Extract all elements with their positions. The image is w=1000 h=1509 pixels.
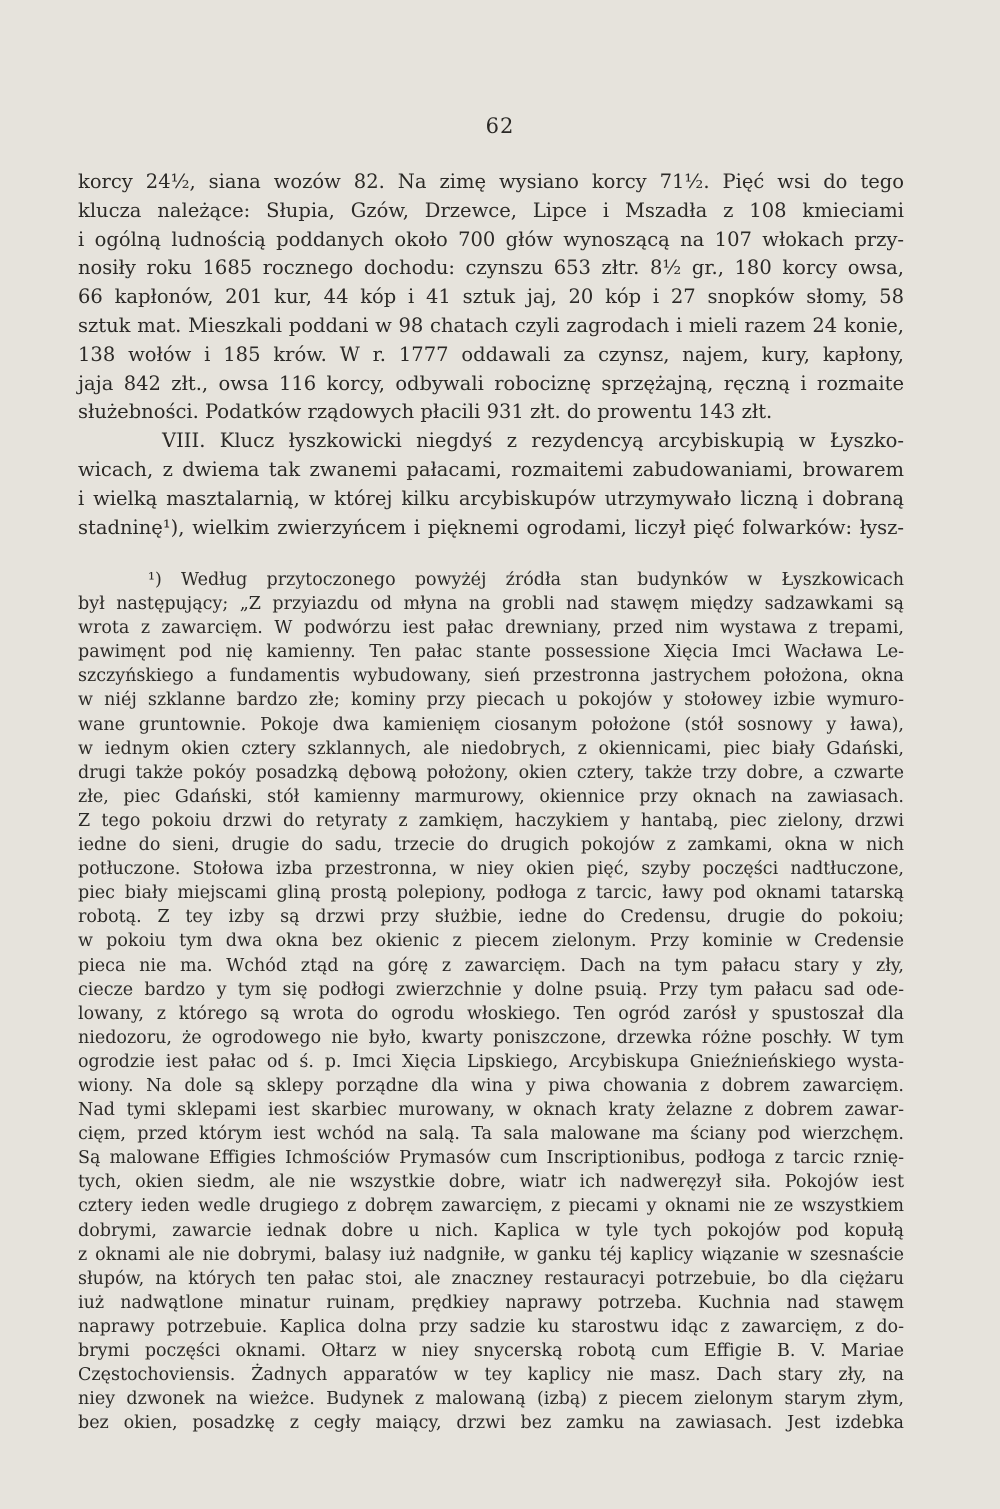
footnote-line: robotą. Z tey izby są drzwi przy służbie, iedne do Credensu, drugie do pokoiu;	[78, 907, 904, 928]
footnote-line: wiony. Na dole są sklepy porządne dla wina y piwa chowania z dobrem zawarcięm.	[78, 1075, 904, 1096]
footnote-line: lowany, z którego są wrota do ogrodu włoskiego. Ten ogród zarósł y spustoszał dla	[78, 1003, 904, 1024]
page-number: 62	[485, 114, 515, 138]
footnote-line: złe, piec Gdański, stół kamienny marmurowy, okiennice przy oknach na zawiasach.	[78, 786, 904, 807]
text-line: sztuk mat. Mieszkali poddani w 98 chatach czyli zagrodach i mieli razem 24 konie,	[78, 313, 904, 337]
footnote-line: dobrymi, zawarcie iednak dobre u nich. Kaplica w tyle tych pokojów pod kopułą	[78, 1220, 904, 1241]
footnote-line: z oknami ale nie dobrymi, balasy iuż nadgniłe, w ganku téj kaplicy wiązanie w szesnaście	[78, 1244, 904, 1265]
footnote-line: ¹) Według przytoczonego powyżéj źródła stan budynków w Łyszkowicach	[148, 570, 904, 590]
footnote-line: szczyńskiego a fundamentis wybudowany, sień przestronna jastrychem położona, okna	[78, 666, 904, 687]
text-line: 138 wołów i 185 krów. W r. 1777 oddawali za czynsz, najem, kury, kapłony,	[78, 342, 904, 366]
footnote-line: potłuczone. Stołowa izba przestronna, w niey okien pięć, szyby poczęści nadtłuczone,	[78, 859, 904, 880]
text-line: 66 kapłonów, 201 kur, 44 kóp i 41 sztuk jaj, 20 kóp i 27 snopków słomy, 58	[78, 285, 904, 309]
footnote-line: Częstochoviensis. Żadnych apparatów w tey kaplicy nie masz. Dach stary zły, na	[78, 1365, 904, 1386]
footnote-line: piec biały miejscami gliną prostą polepiony, podłoga z tarcic, ławy pod oknami tatarską	[78, 883, 904, 904]
footnote-line: Z tego pokoiu drzwi do retyraty z zamkięm, haczykiem y hantabą, piec zielony, drzwi	[78, 810, 904, 831]
footnote-line: w pokoiu tym dwa okna bez okienic z piecem zielonym. Przy kominie w Credensie	[78, 931, 904, 952]
footnote	[78, 568, 904, 1435]
footnote-line: drugi także pokóy posadzką dębową położony, okien cztery, także trzy dobre, a czwarte	[78, 762, 904, 783]
text-line: korcy 24½, siana wozów 82. Na zimę wysiano korcy 71½. Pięć wsi do tego	[78, 170, 904, 193]
text-line: i wielką masztalarnią, w której kilku arcybiskupów utrzymywało liczną i dobraną	[78, 486, 904, 510]
text-line: stadninę¹), wielkim zwierzyńcem i pięknemi ogrodami, liczył pięć folwarków: łysz-	[78, 515, 904, 539]
footnote-line: pawimęnt pod nię kamienny. Ten pałac stante possessione Xięcia Imci Wacława Le-	[78, 642, 904, 663]
footnote-line: wane gruntownie. Pokoje dwa kamienięm ciosanym położone (stół sosnowy y ława),	[78, 714, 904, 735]
footnote-line: w niéj szklanne bardzo złe; kominy przy piecach u pokojów y stołowey izbie wymuro-	[78, 690, 904, 711]
footnote-line: wrota z zawarcięm. W podwórzu iest pałac drewniany, przed nim wystawa z trepami,	[78, 618, 904, 639]
footnote-line: ogrodzie iest pałac od ś. p. Imci Xięcia Lipskiego, Arcybiskupa Gnieźnieńskiego wysta-	[78, 1051, 904, 1072]
text-line: służebności. Podatków rządowych płacili 931 złt. do prowentu 143 złt.	[78, 400, 773, 424]
footnote-line: był następujący; „Z przyiazdu od młyna na grobli nad stawęm między sadzawkami są	[78, 594, 904, 615]
text-line: wicach, z dwiema tak zwanemi pałacami, rozmaitemi zabudowaniami, browarem	[78, 457, 904, 481]
footnote-line: Nad tymi sklepami iest skarbiec murowany, w oknach kraty żelazne z dobrem zawar-	[78, 1100, 904, 1121]
text-line: nosiły roku 1685 rocznego dochodu: czynszu 653 złtr. 8½ gr., 180 korcy owsa,	[78, 256, 904, 280]
text-line: jaja 842 złt., owsa 116 korcy, odbywali robociznę sprzężajną, ręczną i rozmaite	[78, 371, 904, 395]
footnote-line: iedne do sieni, drugie do sadu, trzecie do drugich pokojów z zamkami, okna w nich	[78, 835, 904, 856]
main-text	[78, 168, 904, 542]
footnote-line: ciecze bardzo y tym się podłogi zwierzchnie y dolne psuią. Przy tym pałacu sad ode-	[78, 979, 904, 1000]
text-line: klucza należące: Słupia, Gzów, Drzewce, Lipce i Mszadła z 108 kmieciami	[78, 198, 904, 222]
footnote-line: cięm, przed którym iest wchód na salą. Ta sala malowane ma ściany pod wierzchęm.	[78, 1124, 904, 1145]
footnote-line: bez okien, posadzkę z cegły maiący, drzwi bez zamku na zawiasach. Jest izdebka	[78, 1413, 904, 1434]
footnote-line: pieca nie ma. Wchód ztąd na górę z zawarcięm. Dach na tym pałacu stary y zły,	[78, 955, 904, 976]
footnote-line: brymi poczęści oknami. Ołtarz w niey snycerską robotą cum Effigie B. V. Mariae	[78, 1341, 904, 1361]
footnote-line: iuż nadwątlone minatur ruinam, prędkiey naprawy potrzeba. Kuchnia nad stawęm	[78, 1292, 904, 1313]
text-line: i ogólną ludnością poddanych około 700 głów wynoszącą na 107 włokach przy-	[78, 227, 904, 251]
footnote-line: tych, okien siedm, ale nie wszystkie dobre, wiatr ich nadweręzył siła. Pokojów iest	[78, 1172, 904, 1193]
footnote-line: naprawy potrzebuie. Kaplica dolna przy sadzie ku starostwu idąc z zawarcięm, z do-	[78, 1316, 904, 1337]
text-line: VIII. Klucz łyszkowicki niegdyś z rezydencyą arcybiskupią w Łyszko-	[162, 429, 904, 453]
footnote-line: niedozoru, że ogrodowego nie było, kwarty poniszczone, drzewka różne poschły. W tym	[78, 1027, 904, 1048]
footnote-line: słupów, na których ten pałac stoi, ale znaczney restauracyi potrzebuie, bo dla ciężaru	[78, 1268, 904, 1289]
footnote-line: w iednym okien cztery szklannych, ale niedobrych, z okiennicami, piec biały Gdański,	[78, 738, 904, 759]
footnote-line: cztery ieden wedle drugiego z dobręm zawarcięm, z piecami y oknami nie ze wszystkiem	[78, 1196, 904, 1217]
footnote-line: Są malowane Effigies Ichmościów Prymasów cum Inscriptionibus, podłoga z tarcic rznię-	[78, 1148, 904, 1169]
footnote-line: niey dzwonek na wieżce. Budynek z malowaną (izbą) z piecem zielonym starym złym,	[78, 1389, 904, 1410]
